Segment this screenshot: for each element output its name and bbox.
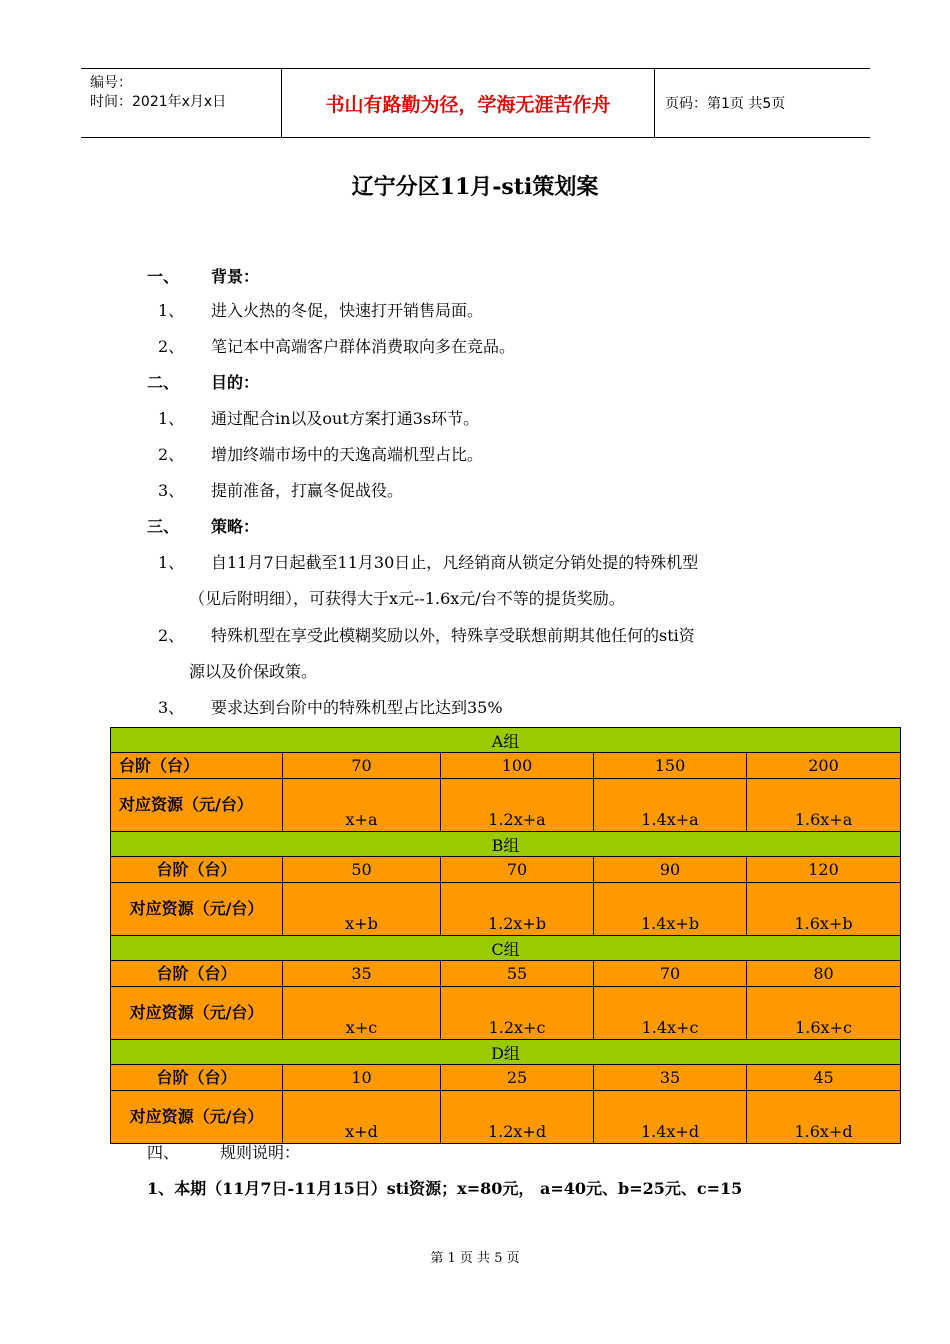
item-text: 通过配合in以及out方案打通3s环节。: [211, 409, 480, 428]
item-num: 1、: [158, 301, 185, 320]
section-heading-strategy: 策略：: [211, 517, 260, 536]
section-num-4: 四、: [147, 1143, 180, 1162]
item-text: 要求达到台阶中的特殊机型占比达到35%: [211, 698, 503, 717]
resource-value: 1.6x+c: [747, 987, 901, 1040]
item-text: 特殊机型在享受此模糊奖励以外，特殊享受联想前期其他任何的sti资: [211, 626, 695, 645]
item-text: 自11月7日起截至11月30日止，凡经销商从锁定分销处提的特殊机型: [211, 553, 699, 572]
step-value: 80: [747, 961, 901, 987]
group-name: C组: [111, 936, 901, 961]
resource-value: 1.2x+b: [441, 883, 594, 936]
item-text: 增加终端市场中的天逸高端机型占比。: [211, 445, 484, 464]
step-value: 35: [594, 1065, 747, 1091]
step-value: 100: [441, 753, 594, 779]
step-label: 台阶（台）: [111, 857, 283, 883]
group-row: [111, 728, 901, 753]
item-text-cont: （见后附明细），可获得大于x元--1.6x元/台不等的提货奖励。: [189, 589, 625, 608]
section-num-3: 三、: [147, 517, 180, 536]
step-value: 70: [441, 857, 594, 883]
step-value: 120: [747, 857, 901, 883]
step-value: 45: [747, 1065, 901, 1091]
resource-value: x+b: [283, 883, 441, 936]
steps-row: [111, 961, 901, 987]
step-label: 台阶（台）: [111, 961, 283, 987]
group-name: B组: [111, 832, 901, 857]
group-name: D组: [111, 1040, 901, 1065]
item-text: 进入火热的冬促，快速打开销售局面。: [211, 301, 484, 320]
header-motto: 书山有路勤为径，学海无涯苦作舟: [282, 69, 655, 137]
group-row: [111, 1040, 901, 1065]
item-text-cont: 源以及价保政策。: [189, 662, 318, 681]
doc-number-label: 编号：: [90, 75, 132, 91]
step-value: 55: [441, 961, 594, 987]
doc-time-label: 时间：2021年x月x日: [90, 94, 227, 110]
item-num: 1、: [158, 553, 185, 572]
item-num: 3、: [158, 481, 185, 500]
item-num: 2、: [158, 337, 185, 356]
header-meta: [81, 69, 282, 137]
steps-row: [111, 857, 901, 883]
section-heading-background: 背景：: [211, 267, 260, 286]
resource-label: 对应资源（元/台）: [111, 883, 283, 936]
item-num: 2、: [158, 626, 185, 645]
section-num-1: 一、: [147, 267, 180, 286]
step-value: 70: [594, 961, 747, 987]
item-text: 提前准备，打赢冬促战役。: [211, 481, 404, 500]
resources-row: [111, 883, 901, 936]
rules-item-1: 1、本期（11月7日-11月15日）sti资源；x=80元， a=40元、b=25元、c=15: [147, 1179, 743, 1198]
resource-value: 1.6x+d: [747, 1091, 901, 1144]
section-heading-purpose: 目的：: [211, 373, 260, 392]
step-label: 台阶（台）: [111, 753, 283, 779]
step-label: 台阶（台）: [111, 1065, 283, 1091]
item-num: 3、: [158, 698, 185, 717]
document-title: 辽宁分区11月-sti策划案: [351, 174, 599, 200]
resource-value: 1.2x+a: [441, 779, 594, 832]
resource-value: 1.6x+a: [747, 779, 901, 832]
item-num: 2、: [158, 445, 185, 464]
resource-value: x+c: [283, 987, 441, 1040]
step-value: 35: [283, 961, 441, 987]
header-page-info: 页码：第1页 共5页: [665, 96, 786, 112]
step-value: 70: [283, 753, 441, 779]
section-heading-rules: 规则说明：: [220, 1143, 301, 1162]
resource-value: 1.2x+c: [441, 987, 594, 1040]
item-num: 1、: [158, 409, 185, 428]
resources-row: [111, 779, 901, 832]
resource-value: 1.6x+b: [747, 883, 901, 936]
steps-row: [111, 1065, 901, 1091]
resource-value: 1.4x+d: [594, 1091, 747, 1144]
resource-label: 对应资源（元/台）: [111, 987, 283, 1040]
resources-row: [111, 987, 901, 1040]
group-row: [111, 832, 901, 857]
steps-row: [111, 753, 901, 779]
step-value: 25: [441, 1065, 594, 1091]
step-value: 10: [283, 1065, 441, 1091]
resource-value: 1.4x+a: [594, 779, 747, 832]
page-header: [81, 68, 870, 138]
section-num-2: 二、: [147, 373, 180, 392]
resources-row: [111, 1091, 901, 1144]
step-value: 90: [594, 857, 747, 883]
page-footer: 第 1 页 共 5 页: [430, 1251, 520, 1266]
step-value: 50: [283, 857, 441, 883]
resource-value: x+a: [283, 779, 441, 832]
resource-label: 对应资源（元/台）: [111, 779, 283, 832]
step-value: 200: [747, 753, 901, 779]
resource-value: x+d: [283, 1091, 441, 1144]
resource-value: 1.4x+b: [594, 883, 747, 936]
item-text: 笔记本中高端客户群体消费取向多在竞品。: [211, 337, 516, 356]
group-name: A组: [111, 728, 901, 753]
resource-value: 1.4x+c: [594, 987, 747, 1040]
resource-value: 1.2x+d: [441, 1091, 594, 1144]
resource-label: 对应资源（元/台）: [111, 1091, 283, 1144]
steps-table: [110, 727, 901, 1144]
step-value: 150: [594, 753, 747, 779]
group-row: [111, 936, 901, 961]
